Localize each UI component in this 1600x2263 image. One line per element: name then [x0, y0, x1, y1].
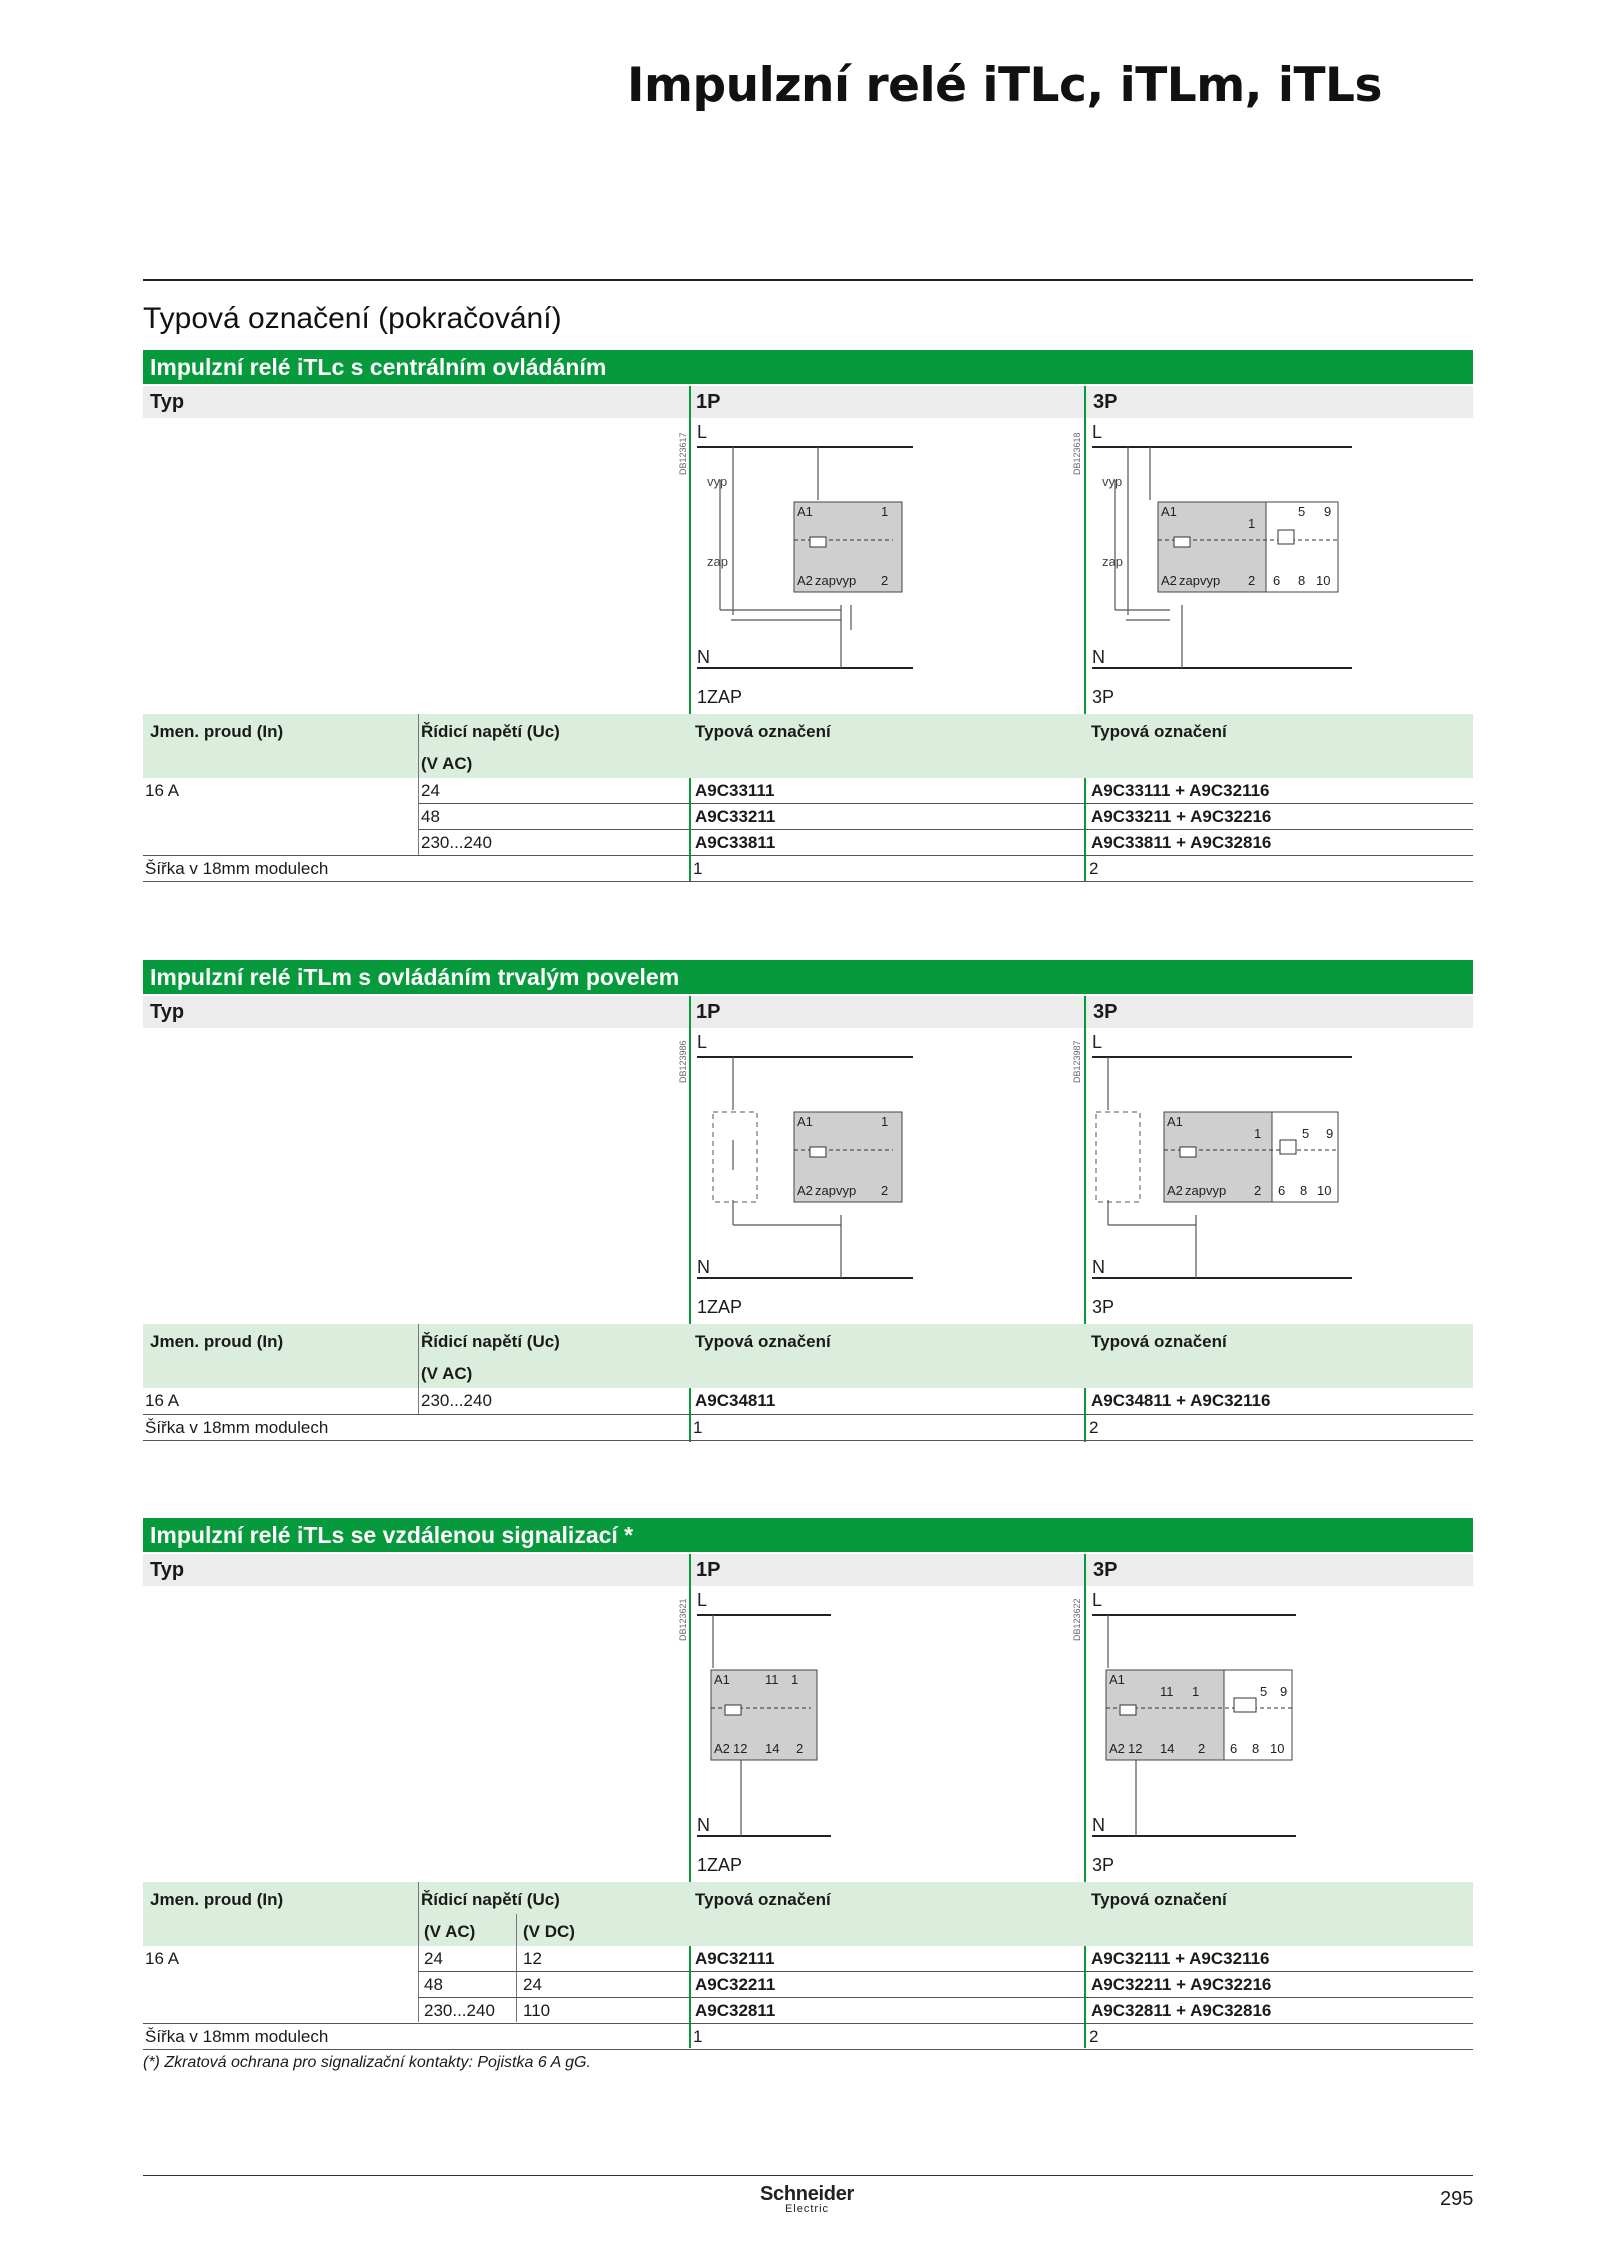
section-bar-itlc: Impulzní relé iTLc s centrálním ovládáním	[143, 350, 1473, 384]
svg-text:5: 5	[1302, 1126, 1310, 1141]
svg-text:zapvyp: zapvyp	[815, 573, 857, 588]
wiring-diagram-itlm-1p	[693, 1030, 923, 1290]
svg-text:1: 1	[1248, 516, 1256, 531]
svg-text:N: N	[697, 1257, 710, 1277]
svg-text:12: 12	[733, 1741, 748, 1756]
l-label: L	[697, 422, 708, 442]
page-number: 295	[1440, 2188, 1474, 2210]
svg-text:2: 2	[1198, 1741, 1206, 1756]
svg-text:1: 1	[881, 504, 889, 519]
svg-text:N: N	[1092, 1815, 1105, 1835]
drawing-id: DB123618	[1072, 432, 1082, 475]
svg-text:12: 12	[1128, 1741, 1143, 1756]
type-header-itlm: Typ 1P 3P	[143, 996, 1473, 1028]
table-row: 48 A9C33211 A9C33211 + A9C32216	[421, 807, 1272, 826]
svg-text:zap: zap	[1102, 554, 1123, 569]
svg-text:2: 2	[796, 1741, 804, 1756]
wiring-diagram-itls-3p	[1088, 1588, 1358, 1848]
svg-text:8: 8	[1298, 573, 1306, 588]
wiring-diagram-itlm-3p	[1088, 1030, 1358, 1290]
svg-text:zapvyp: zapvyp	[815, 1183, 857, 1198]
svg-text:8: 8	[1252, 1741, 1260, 1756]
drawing-id: DB123617	[678, 432, 688, 475]
svg-text:1: 1	[1254, 1126, 1262, 1141]
l-label: L	[1092, 422, 1103, 442]
svg-text:10: 10	[1317, 1183, 1332, 1198]
svg-text:vyp: vyp	[1102, 474, 1123, 489]
svg-text:A2: A2	[1109, 1741, 1125, 1756]
table-row-width: Šířka v 18mm modulech 1 2	[145, 859, 1099, 878]
svg-text:2: 2	[1254, 1183, 1262, 1198]
svg-text:1: 1	[791, 1672, 799, 1687]
svg-text:N: N	[1092, 1257, 1105, 1277]
svg-text:6: 6	[1278, 1183, 1286, 1198]
svg-text:A1: A1	[797, 1114, 813, 1129]
svg-text:zapvyp: zapvyp	[1185, 1183, 1227, 1198]
svg-text:11: 11	[765, 1672, 779, 1687]
svg-text:2: 2	[881, 573, 889, 588]
svg-text:5: 5	[1298, 504, 1306, 519]
table-row: 16 A 24 A9C33111 A9C33111 + A9C32116	[145, 781, 1270, 800]
svg-text:14: 14	[1160, 1741, 1175, 1756]
top-rule	[143, 279, 1473, 281]
svg-text:9: 9	[1280, 1684, 1288, 1699]
table-row: 16 A 24 12 A9C32111 A9C32111 + A9C32116	[145, 1949, 1270, 1968]
table-row: 230...240 A9C33811 A9C33811 + A9C32816	[421, 833, 1272, 852]
footer-rule	[143, 2175, 1473, 2176]
svg-text:L: L	[697, 1032, 708, 1052]
svg-text:A2: A2	[1161, 573, 1177, 588]
svg-text:9: 9	[1324, 504, 1332, 519]
wiring-diagram-itlc-1p	[693, 420, 923, 680]
diagram-caption-1p: 1ZAP	[697, 687, 743, 707]
svg-text:N: N	[697, 1815, 710, 1835]
svg-text:L: L	[1092, 1590, 1103, 1610]
svg-text:5: 5	[1260, 1684, 1268, 1699]
svg-text:A1: A1	[1161, 504, 1177, 519]
svg-text:L: L	[1092, 1032, 1103, 1052]
wiring-diagram-itls-1p	[693, 1588, 923, 1848]
section-bar-itlm: Impulzní relé iTLm s ovládáním trvalým povelem	[143, 960, 1473, 994]
type-header-itlc	[143, 386, 1473, 418]
col-1p-label: 1P	[696, 391, 721, 413]
svg-text:10: 10	[1316, 573, 1331, 588]
svg-text:6: 6	[1273, 573, 1281, 588]
svg-text:8: 8	[1300, 1183, 1308, 1198]
table-row-width: Šířka v 18mm modulech 1 2	[145, 1418, 1099, 1437]
type-header-itls: Typ 1P 3P	[143, 1554, 1473, 1586]
col-3p-label: 3P	[1093, 391, 1118, 413]
schneider-logo: Schneider Electric	[760, 2183, 854, 2215]
svg-text:1: 1	[1192, 1684, 1200, 1699]
svg-text:vyp: vyp	[707, 474, 728, 489]
svg-text:A1: A1	[1109, 1672, 1125, 1687]
svg-text:2: 2	[881, 1183, 889, 1198]
svg-text:1: 1	[881, 1114, 889, 1129]
table-row-width: Šířka v 18mm modulech 1 2	[145, 2027, 1099, 2046]
svg-text:zapvyp: zapvyp	[1179, 573, 1221, 588]
svg-text:6: 6	[1230, 1741, 1238, 1756]
svg-text:9: 9	[1326, 1126, 1334, 1141]
svg-text:A2: A2	[1167, 1183, 1183, 1198]
table-header-itls: Jmen. proud (In) Řídicí napětí (Uc) (V AC) (V DC) Typová označení Typová označení	[143, 1882, 1473, 1946]
table-row: 230...240 110 A9C32811 A9C32811 + A9C32816	[424, 2001, 1272, 2020]
svg-text:A1: A1	[714, 1672, 730, 1687]
svg-text:14: 14	[765, 1741, 780, 1756]
svg-text:zap: zap	[707, 554, 728, 569]
section-title: Typová označení (pokračování)	[143, 302, 562, 335]
diagram-caption-3p: 3P	[1092, 687, 1115, 707]
svg-text:L: L	[697, 1590, 708, 1610]
table-row: 16 A 230...240 A9C34811 A9C34811 + A9C32116	[145, 1391, 1271, 1410]
svg-text:A1: A1	[797, 504, 813, 519]
section-bar-itls: Impulzní relé iTLs se vzdálenou signalizací *	[143, 1518, 1473, 1552]
wiring-diagram-itlc-3p	[1088, 420, 1358, 680]
footnote: (*) Zkratová ochrana pro signalizační kontakty: Pojistka 6 A gG.	[143, 2054, 591, 2071]
svg-text:A2: A2	[797, 573, 813, 588]
table-header-itlm: Jmen. proud (In) Řídicí napětí (Uc) (V AC) Typová označení Typová označení	[143, 1324, 1473, 1388]
n-label: N	[1092, 647, 1105, 667]
svg-text:A1: A1	[1167, 1114, 1183, 1129]
n-label: N	[697, 647, 710, 667]
svg-text:10: 10	[1270, 1741, 1285, 1756]
table-header-itlc: Jmen. proud (In) Řídicí napětí (Uc) (V AC) Typová označení Typová označení	[143, 714, 1473, 778]
svg-text:A2: A2	[714, 1741, 730, 1756]
svg-text:2: 2	[1248, 573, 1256, 588]
svg-text:A2: A2	[797, 1183, 813, 1198]
svg-text:11: 11	[1160, 1684, 1174, 1699]
table-row: 48 24 A9C32211 A9C32211 + A9C32216	[424, 1975, 1272, 1994]
typ-label: Typ	[150, 391, 185, 413]
page-title: Impulzní relé iTLc, iTLm, iTLs	[627, 58, 1382, 113]
